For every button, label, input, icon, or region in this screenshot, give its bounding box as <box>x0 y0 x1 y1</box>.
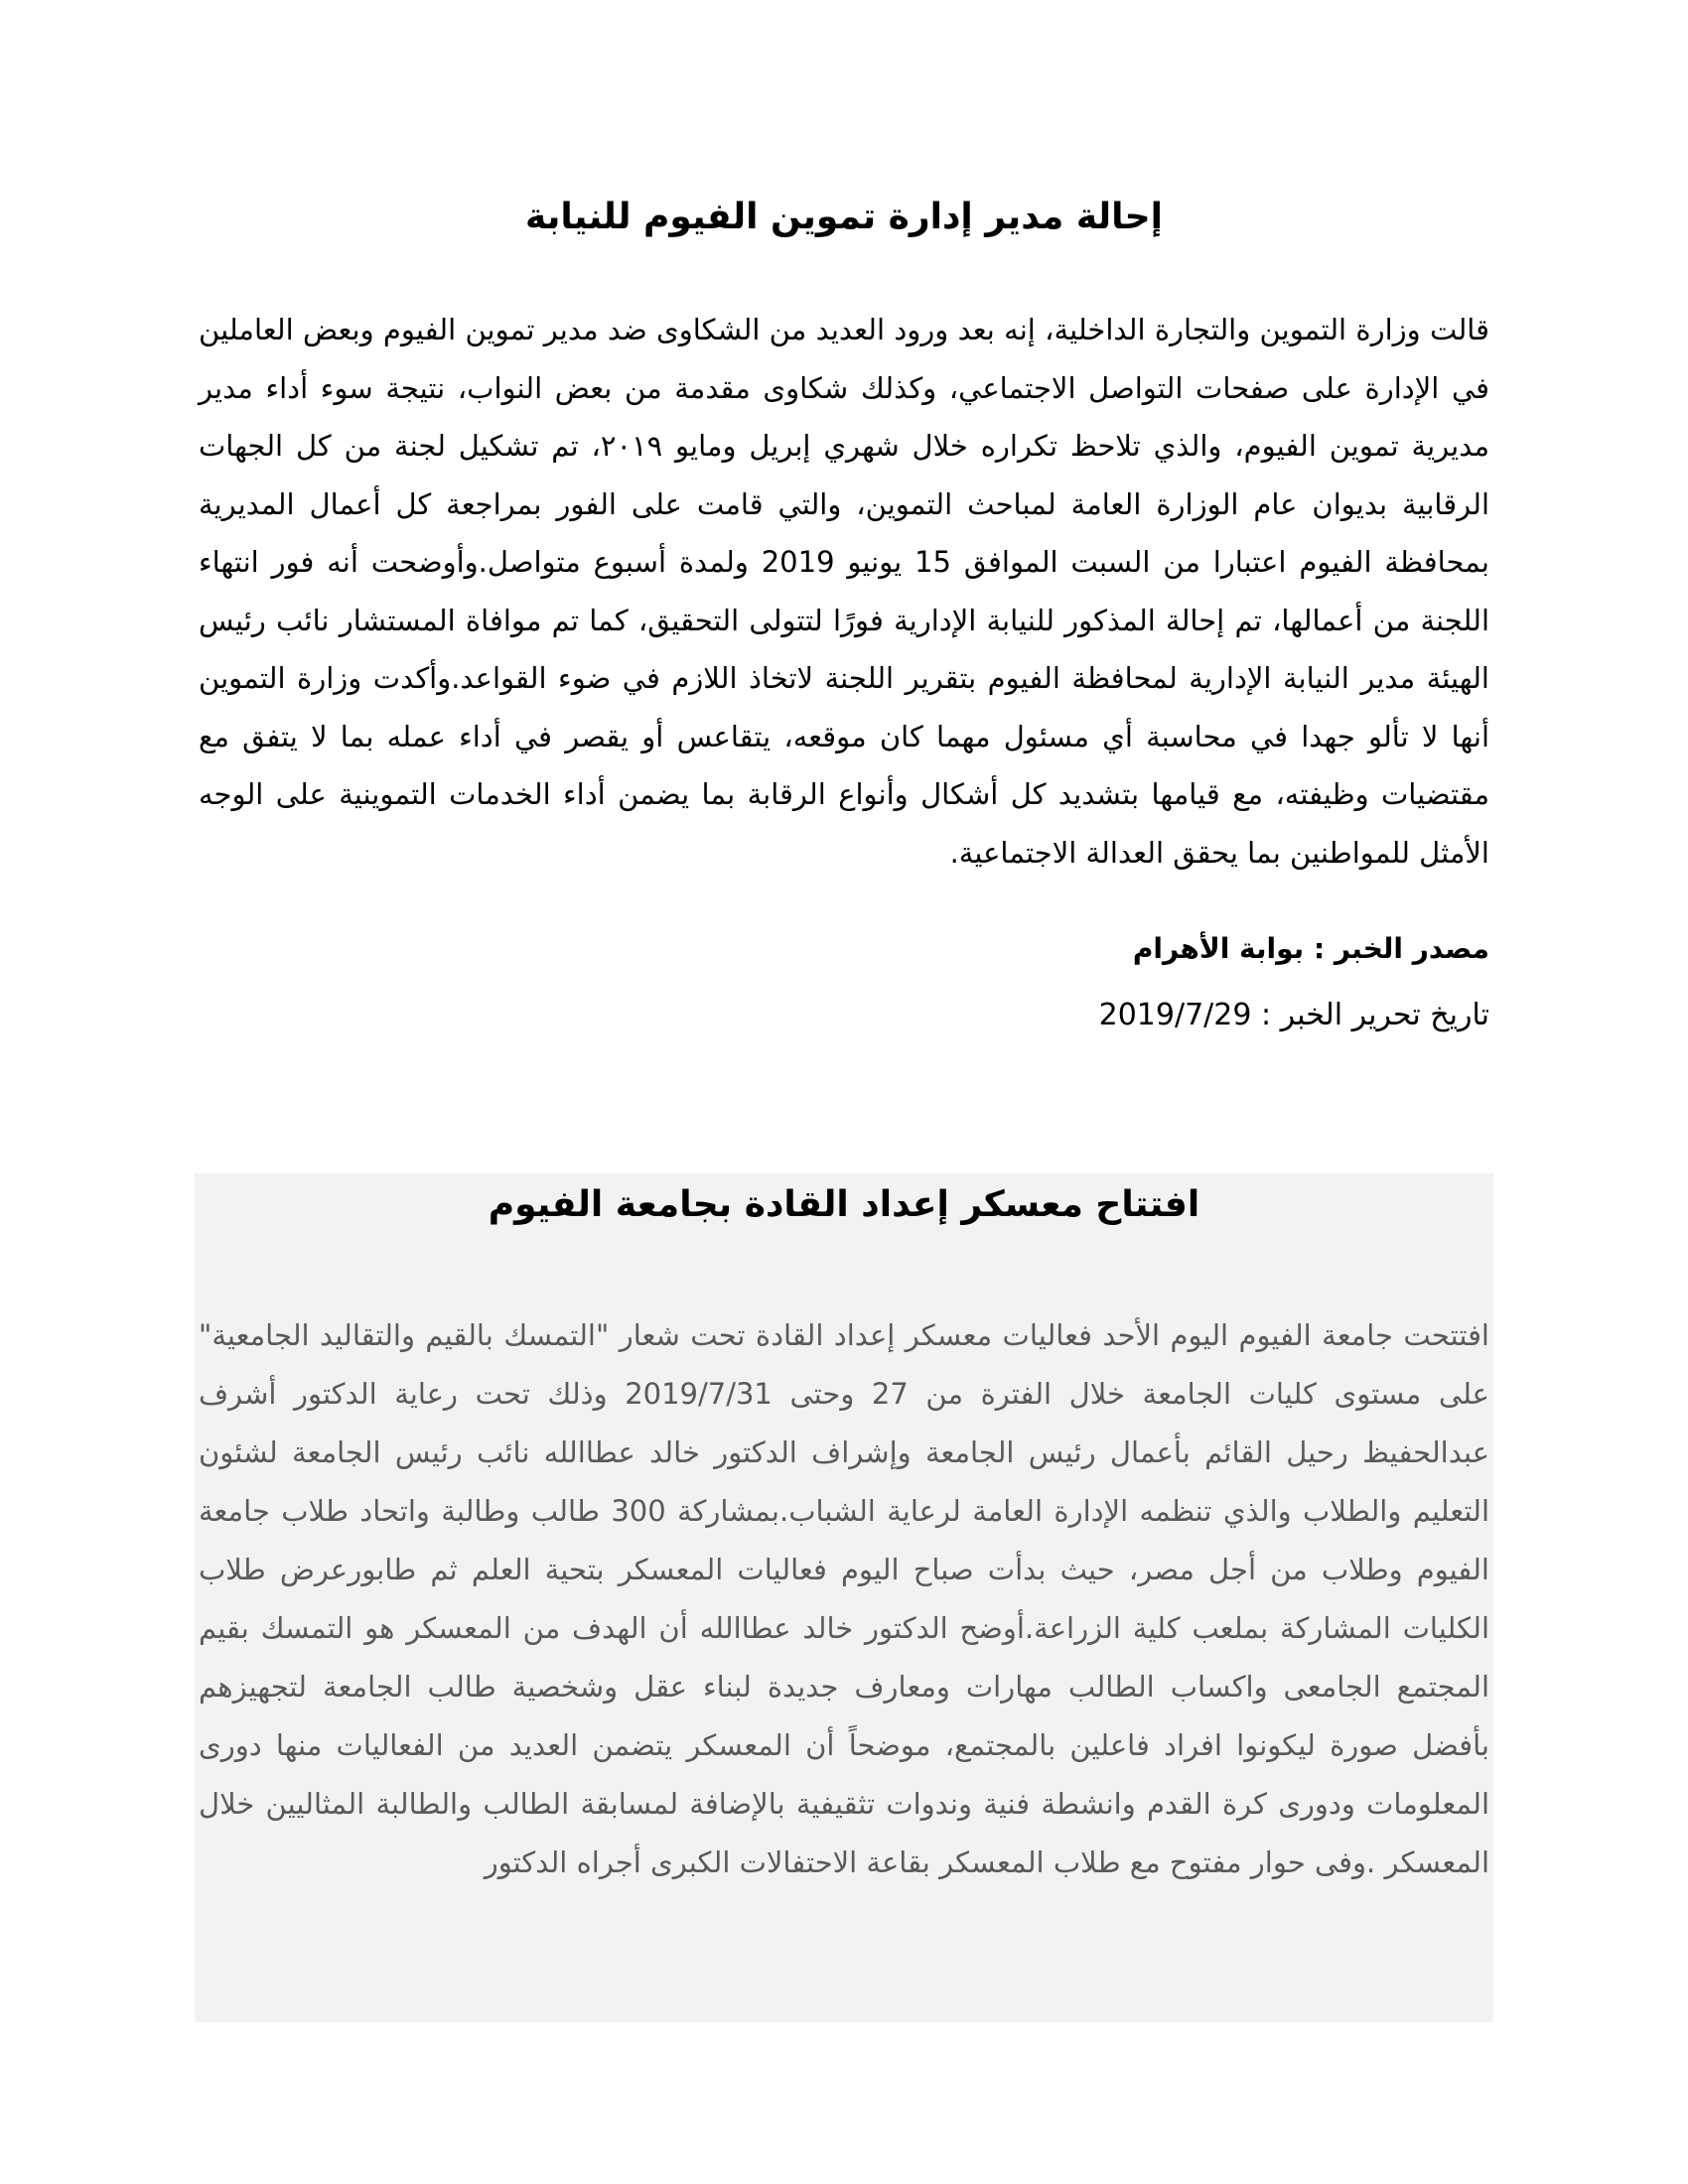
article-title: إحالة مدير إدارة تموين الفيوم للنيابة <box>525 197 1163 237</box>
news-source: مصدر الخبر : بوابة الأهرام <box>1132 932 1489 965</box>
article-body: افتتحت جامعة الفيوم اليوم الأحد فعاليات معسكر إعداد القادة تحت شعار "التمسك بالقيم والتقاليد الجامعية" على مستوى كليات الجامعة خلال الفترة من 27 وحتى 2019/7/31 وذلك تحت رعاية الدكتور أشرف عبدالحفيظ رحيل القائم بأعمال رئيس الجامعة وإشراف الدكتور خالد عطاالله نائب رئيس الجامعة لشئون التعليم والطلاب والذي تنظمه الإدارة العامة لرعاية الشباب.بمشاركة 300 طالب وطالبة واتحاد طلاب جامعة الفيوم وطلاب من أجل مصر، حيث بدأت صباح اليوم فعاليات المعسكر بتحية العلم ثم طابورعرض طلاب الكليات المشاركة بملعب كلية الزراعة.أوضح الدكتور خالد عطاالله أن الهدف من المعسكر هو التمسك بقيم المجتمع الجامعى واكساب الطالب مهارات ومعارف جديدة لبناء عقل وشخصية طالب الجامعة لتجهيزهم بأفضل صورة ليكونوا افراد فاعلين بالمجتمع، موضحاً أن المعسكر يتضمن العديد من الفعاليات منها دورى المعلومات ودورى كرة القدم وانشطة فنية وندوات تثقيفية بالإضافة لمسابقة الطالب والطالبة المثاليين خلال المعسكر .وفى حوار مفتوح مع طلاب المعسكر بقاعة الاحتفالات الكبرى أجراه الدكتور <box>199 1318 1490 1879</box>
article-body: قالت وزارة التموين والتجارة الداخلية، إنه بعد ورود العديد من الشكاوى ضد مدير تموين الفيوم وبعض العاملين في الإدارة على صفحات التواصل الاجتماعي، وكذلك شكاوى مقدمة من بعض النواب، نتيجة سوء أداء مدير مديرية تموين الفيوم، والذي تلاحظ تكراره خلال شهري إبريل ومايو ٢٠١٩، تم تشكيل لجنة من كل الجهات الرقابية بديوان عام الوزارة العامة لمباحث التموين، والتي قامت على الفور بمراجعة كل أعمال المديرية بمحافظة الفيوم اعتبارا من السبت الموافق 15 يونيو 2019 ولمدة أسبوع متواصل.وأوضحت أنه فور انتهاء اللجنة من أعمالها، تم إحالة المذكور للنيابة الإدارية فورًا لتتولى التحقيق، كما تم موافاة المستشار نائب رئيس الهيئة مدير النيابة الإدارية لمحافظة الفيوم بتقرير اللجنة لاتخاذ اللازم في ضوء القواعد.وأكدت وزارة التموين أنها لا تألو جهدا في محاسبة أي مسئول مهما كان موقعه، يتقاعس أو يقصر في أداء عمله بما لا يتفق مع مقتضيات وظيفته، مع قيامها بتشديد كل أشكال وأنواع الرقابة بما يضمن أداء الخدمات التموينية على الوجه الأمثل للمواطنين بما يحقق العدالة الاجتماعية. <box>199 313 1490 870</box>
news-article-leaders-camp <box>195 1173 1493 2022</box>
news-article-supply-referral <box>199 194 1489 1036</box>
news-date: تاريخ تحرير الخبر : 2019/7/29 <box>1098 998 1489 1032</box>
article-title: افتتاح معسكر إعداد القادة بجامعة الفيوم <box>488 1184 1200 1225</box>
